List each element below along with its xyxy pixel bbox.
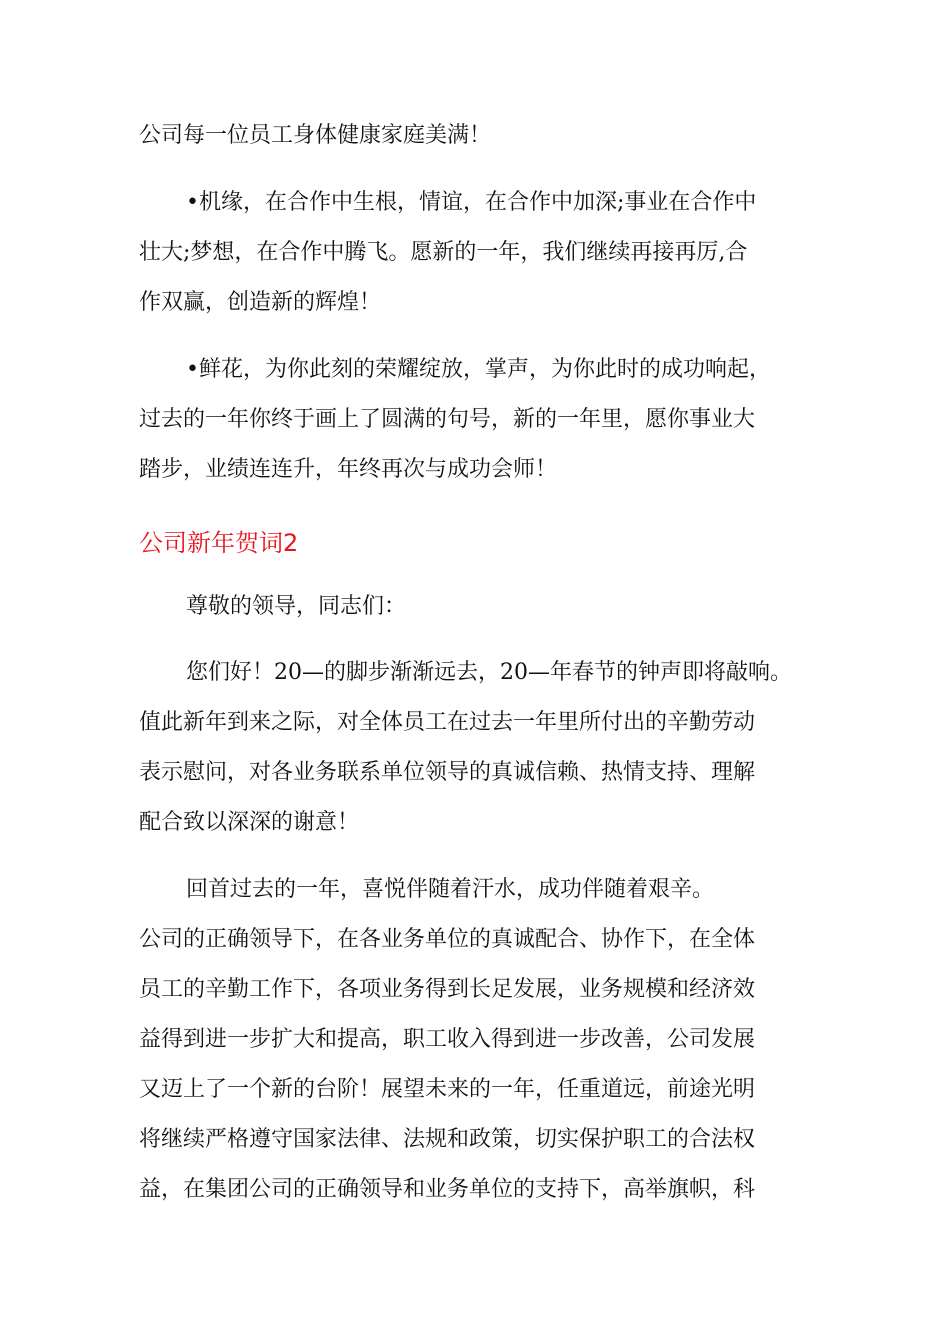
section-heading: 公司新年贺词2	[139, 529, 299, 557]
para2-line-1: 回首过去的一年，喜悦伴随着汗水，成功伴随着艰辛。	[186, 877, 715, 902]
para2-line-3: 员工的辛勤工作下，各项业务得到长足发展，业务规模和经济效	[139, 977, 756, 1002]
bullet2-line-2: 过去的一年你终于画上了圆满的句号，新的一年里，愿你事业大	[139, 407, 756, 432]
para1-line-2: 值此新年到来之际，对全体员工在过去一年里所付出的辛勤劳动	[139, 710, 756, 735]
bullet1-line-2: 壮大;梦想，在合作中腾飞。愿新的一年，我们继续再接再厉,合	[139, 240, 748, 265]
continuation-line: 公司每一位员工身体健康家庭美满！	[139, 123, 492, 148]
para1-line-4: 配合致以深深的谢意！	[139, 810, 360, 835]
para2-line-5: 又迈上了一个新的台阶！展望未来的一年，任重道远，前途光明	[139, 1077, 756, 1102]
para1-line-3: 表示慰问，对各业务联系单位领导的真诚信赖、热情支持、理解	[139, 760, 756, 785]
salutation: 尊敬的领导，同志们：	[186, 594, 407, 619]
para2-line-4: 益得到进一步扩大和提高，职工收入得到进一步改善，公司发展	[139, 1027, 756, 1052]
para1-line-1: 您们好！20—的脚步渐渐远去，20—年春节的钟声即将敲响。	[186, 660, 792, 685]
para2-line-7: 益，在集团公司的正确领导和业务单位的支持下，高举旗帜，科	[139, 1177, 756, 1202]
para2-line-6: 将继续严格遵守国家法律、法规和政策，切实保护职工的合法权	[139, 1127, 756, 1152]
bullet1-line-3: 作双赢，创造新的辉煌！	[139, 290, 382, 315]
bullet1-line-1: •机缘，在合作中生根，情谊，在合作中加深;事业在合作中	[186, 190, 757, 215]
para2-line-2: 公司的正确领导下，在各业务单位的真诚配合、协作下，在全体	[139, 927, 756, 952]
bullet2-line-1: •鲜花，为你此刻的荣耀绽放，掌声，为你此时的成功响起，	[186, 357, 771, 382]
bullet2-line-3: 踏步，业绩连连升，年终再次与成功会师！	[139, 457, 558, 482]
